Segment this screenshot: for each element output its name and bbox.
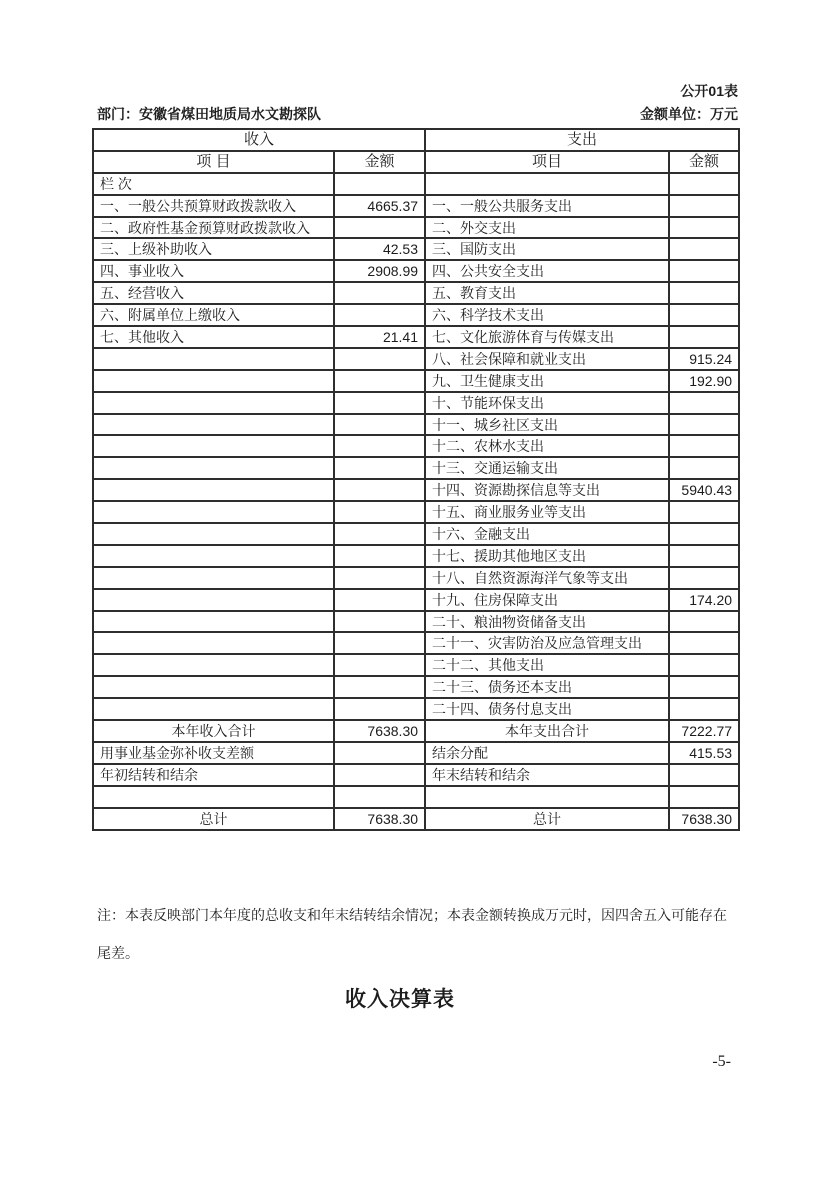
amount-unit-label: 金额单位：万元 [640, 106, 738, 122]
income-item-cell: 用事业基金弥补收支差额 [93, 742, 334, 764]
income-amount-cell [334, 501, 425, 523]
income-item-cell [93, 414, 334, 436]
income-amount-cell [334, 414, 425, 436]
expenditure-amount-column-header: 金额 [669, 151, 739, 173]
expenditure-amount-cell: 7222.77 [669, 720, 739, 742]
income-item-cell [93, 654, 334, 676]
income-amount-cell [334, 654, 425, 676]
income-item-cell: 年初结转和结余 [93, 764, 334, 786]
empty-cell [425, 173, 669, 195]
income-amount-cell [334, 282, 425, 304]
expenditure-item-cell: 十九、住房保障支出 [425, 589, 669, 611]
note-line-1: 注：本表反映部门本年度的总收支和年末结转结余情况；本表金额转换成万元时，因四舍五入可能存在 [97, 907, 727, 923]
table-row [93, 676, 739, 698]
income-amount-column-header: 金额 [334, 151, 425, 173]
expenditure-item-cell: 年末结转和结余 [425, 764, 669, 786]
income-section-header: 收入 [93, 129, 425, 151]
empty-cell [334, 173, 425, 195]
expenditure-amount-cell [669, 392, 739, 414]
income-amount-cell [334, 764, 425, 786]
expenditure-amount-cell [669, 567, 739, 589]
income-amount-cell [334, 698, 425, 720]
page-number: -5- [712, 1053, 731, 1070]
table-row [93, 304, 739, 326]
income-item-cell [93, 545, 334, 567]
table-row [93, 501, 739, 523]
expenditure-item-cell: 二十四、债务付息支出 [425, 698, 669, 720]
income-item-cell [93, 567, 334, 589]
expenditure-item-cell: 十四、资源勘探信息等支出 [425, 479, 669, 501]
income-item-cell [93, 501, 334, 523]
expenditure-item-cell: 总计 [425, 808, 669, 830]
income-amount-cell [334, 786, 425, 808]
table-row [93, 414, 739, 436]
table-row [93, 457, 739, 479]
expenditure-section-header: 支出 [425, 129, 739, 151]
income-item-cell [93, 523, 334, 545]
expenditure-item-cell: 十八、自然资源海洋气象等支出 [425, 567, 669, 589]
income-amount-cell [334, 370, 425, 392]
note-line-2: 尾差。 [97, 945, 139, 961]
column-header-row [93, 151, 739, 173]
income-amount-cell [334, 304, 425, 326]
income-item-cell: 总计 [93, 808, 334, 830]
table-row [93, 523, 739, 545]
expenditure-amount-cell [669, 523, 739, 545]
income-item-cell: 三、上级补助收入 [93, 238, 334, 260]
income-item-cell [93, 786, 334, 808]
income-item-cell [93, 392, 334, 414]
expenditure-item-cell: 六、科学技术支出 [425, 304, 669, 326]
expenditure-amount-cell [669, 457, 739, 479]
income-amount-cell: 2908.99 [334, 260, 425, 282]
expenditure-item-cell: 十五、商业服务业等支出 [425, 501, 669, 523]
expenditure-amount-cell [669, 195, 739, 217]
expenditure-item-cell: 一、一般公共服务支出 [425, 195, 669, 217]
expenditure-amount-cell [669, 676, 739, 698]
income-item-cell [93, 611, 334, 633]
expenditure-item-cell: 本年支出合计 [425, 720, 669, 742]
income-item-cell: 五、经营收入 [93, 282, 334, 304]
table-row [93, 654, 739, 676]
expenditure-amount-cell [669, 414, 739, 436]
income-item-cell [93, 435, 334, 457]
table-row [93, 589, 739, 611]
expenditure-item-cell: 十、节能环保支出 [425, 392, 669, 414]
income-item-cell [93, 589, 334, 611]
income-item-cell [93, 632, 334, 654]
expenditure-amount-cell [669, 501, 739, 523]
income-amount-cell [334, 545, 425, 567]
expenditure-item-cell [425, 786, 669, 808]
expenditure-amount-cell [669, 282, 739, 304]
expenditure-item-cell: 二十三、债务还本支出 [425, 676, 669, 698]
expenditure-item-cell: 二十、粮油物资储备支出 [425, 611, 669, 633]
summary-row [93, 764, 739, 786]
income-item-cell [93, 370, 334, 392]
section-header-row [93, 129, 739, 151]
expenditure-amount-cell [669, 260, 739, 282]
income-amount-cell [334, 217, 425, 239]
empty-cell [669, 173, 739, 195]
income-item-cell: 六、附属单位上缴收入 [93, 304, 334, 326]
income-amount-cell [334, 435, 425, 457]
expenditure-amount-cell: 5940.43 [669, 479, 739, 501]
table-header [93, 129, 739, 195]
expenditure-amount-cell [669, 435, 739, 457]
income-amount-cell: 4665.37 [334, 195, 425, 217]
expenditure-amount-cell [669, 217, 739, 239]
expenditure-item-cell: 八、社会保障和就业支出 [425, 348, 669, 370]
table-row [93, 632, 739, 654]
expenditure-item-cell: 十六、金融支出 [425, 523, 669, 545]
expenditure-item-cell: 二十二、其他支出 [425, 654, 669, 676]
table-note [97, 908, 745, 960]
income-item-cell [93, 698, 334, 720]
expenditure-amount-cell [669, 698, 739, 720]
table-body [93, 195, 739, 830]
table-row [93, 611, 739, 633]
expenditure-item-cell: 四、公共安全支出 [425, 260, 669, 282]
expenditure-item-cell: 五、教育支出 [425, 282, 669, 304]
expenditure-amount-cell: 7638.30 [669, 808, 739, 830]
income-amount-cell [334, 632, 425, 654]
expenditure-amount-cell [669, 786, 739, 808]
expenditure-amount-cell: 915.24 [669, 348, 739, 370]
income-item-column-header: 项 目 [93, 151, 334, 173]
expenditure-amount-cell [669, 632, 739, 654]
expenditure-amount-cell: 415.53 [669, 742, 739, 764]
income-amount-cell [334, 457, 425, 479]
expenditure-item-cell: 结余分配 [425, 742, 669, 764]
income-item-cell [93, 457, 334, 479]
expenditure-item-cell: 三、国防支出 [425, 238, 669, 260]
row-label-row [93, 173, 739, 195]
table-row [93, 370, 739, 392]
expenditure-item-cell: 十三、交通运输支出 [425, 457, 669, 479]
income-amount-cell [334, 523, 425, 545]
expenditure-item-cell: 二十一、灾害防治及应急管理支出 [425, 632, 669, 654]
expenditure-amount-cell: 192.90 [669, 370, 739, 392]
income-amount-cell [334, 348, 425, 370]
table-row [93, 479, 739, 501]
expenditure-item-cell: 七、文化旅游体育与传媒支出 [425, 326, 669, 348]
table-row [93, 282, 739, 304]
table-row [93, 195, 739, 217]
department-label: 部门：安徽省煤田地质局水文勘探队 [97, 106, 321, 122]
income-item-cell [93, 348, 334, 370]
expenditure-amount-cell [669, 238, 739, 260]
summary-row [93, 720, 739, 742]
table-row [93, 260, 739, 282]
income-amount-cell: 7638.30 [334, 808, 425, 830]
income-amount-cell [334, 611, 425, 633]
summary-row [93, 808, 739, 830]
expenditure-amount-cell [669, 654, 739, 676]
table-row [93, 545, 739, 567]
income-amount-cell [334, 479, 425, 501]
expenditure-item-cell: 十七、援助其他地区支出 [425, 545, 669, 567]
income-amount-cell: 42.53 [334, 238, 425, 260]
income-amount-cell: 21.41 [334, 326, 425, 348]
income-item-cell [93, 479, 334, 501]
income-item-cell: 四、事业收入 [93, 260, 334, 282]
table-row [93, 326, 739, 348]
income-amount-cell: 7638.30 [334, 720, 425, 742]
expenditure-item-cell: 十一、城乡社区支出 [425, 414, 669, 436]
expenditure-amount-cell [669, 611, 739, 633]
income-amount-cell [334, 676, 425, 698]
summary-row [93, 786, 739, 808]
expenditure-amount-cell: 174.20 [669, 589, 739, 611]
table-row [93, 238, 739, 260]
income-amount-cell [334, 392, 425, 414]
income-item-cell [93, 676, 334, 698]
table-row [93, 567, 739, 589]
row-label-cell: 栏 次 [93, 173, 334, 195]
table-row [93, 698, 739, 720]
expenditure-amount-cell [669, 545, 739, 567]
income-amount-cell [334, 567, 425, 589]
expenditure-amount-cell [669, 326, 739, 348]
expenditure-item-cell: 二、外交支出 [425, 217, 669, 239]
expenditure-amount-cell [669, 304, 739, 326]
income-item-cell: 本年收入合计 [93, 720, 334, 742]
income-item-cell: 七、其他收入 [93, 326, 334, 348]
summary-row [93, 742, 739, 764]
expenditure-item-column-header: 项目 [425, 151, 669, 173]
table-row [93, 435, 739, 457]
income-item-cell: 一、一般公共预算财政拨款收入 [93, 195, 334, 217]
table-code-label: 公开01表 [680, 83, 738, 99]
income-item-cell: 二、政府性基金预算财政拨款收入 [93, 217, 334, 239]
table-row [93, 217, 739, 239]
next-table-title: 收入决算表 [345, 988, 455, 1011]
income-amount-cell [334, 742, 425, 764]
table-row [93, 392, 739, 414]
expenditure-item-cell: 十二、农林水支出 [425, 435, 669, 457]
expenditure-amount-cell [669, 764, 739, 786]
table-row [93, 348, 739, 370]
income-amount-cell [334, 589, 425, 611]
budget-summary-table [92, 128, 740, 831]
expenditure-item-cell: 九、卫生健康支出 [425, 370, 669, 392]
